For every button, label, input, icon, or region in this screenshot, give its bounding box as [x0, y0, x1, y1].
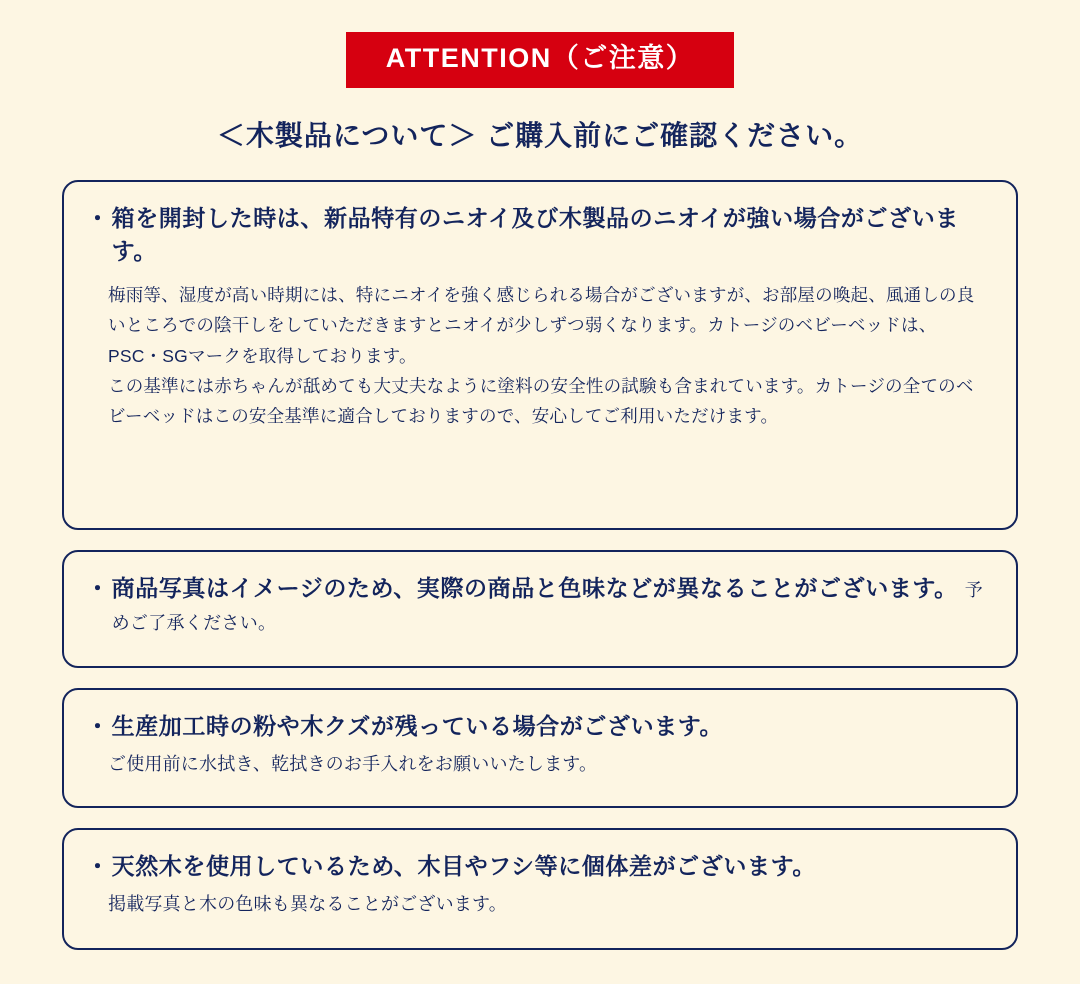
- bullet-icon: ・: [86, 574, 110, 601]
- notice-paragraph: 掲載写真と木の色味も異なることがございます。: [108, 894, 507, 915]
- notice-title: [112, 572, 988, 639]
- notice-title: 生産加工時の粉や木クズが残っている場合がございます。: [111, 712, 724, 739]
- bullet-icon: ・: [86, 852, 110, 879]
- notice-body: [86, 280, 988, 430]
- notice-item: [62, 828, 1018, 950]
- notice-body: [86, 889, 988, 920]
- attention-banner: ATTENTION（ご注意）: [346, 32, 734, 88]
- notice-title-main: 商品写真はイメージのため、実際の商品と色味などが異なることがございます。: [111, 574, 958, 601]
- notice-title: 箱を開封した時は、新品特有のニオイ及び木製品のニオイが強い場合がございます。: [111, 204, 959, 265]
- notice-item: [62, 688, 1018, 808]
- notice-title: 天然木を使用しているため、木目やフシ等に個体差がございます。: [111, 852, 816, 879]
- page-subheading: ＜木製品について＞ ご購入前にご確認ください。: [216, 119, 864, 151]
- notice-title-suffix: 予めご了承ください。: [111, 579, 984, 634]
- notice-item: [62, 180, 1018, 530]
- notice-paragraph: この基準には赤ちゃんが舐めても大丈夫なように塗料の安全性の試験も含まれています。カトージの全てのベビーベッドはこの安全基準に適合しておりますので、安心してご利用いただけます。: [108, 375, 974, 426]
- notice-list: [62, 180, 1018, 950]
- notice-title-row: [86, 850, 988, 883]
- notice-paragraph: ご使用前に水拭き、乾拭きのお手入れをお願いいたします。: [108, 754, 598, 775]
- notice-title-row: [86, 202, 988, 269]
- notice-title-row: [86, 710, 988, 743]
- notice-item: [62, 550, 1018, 668]
- notice-paragraph: 梅雨等、湿度が高い時期には、特にニオイを強く感じられる場合がございますが、お部屋の喚起、風通しの良いところでの陰干しをしていただきますとニオイが少しずつ弱くなります。カトージのベビーベッドは、PSC・SGマークを取得しております。: [108, 285, 975, 366]
- banner-container: [0, 0, 1080, 88]
- notice-title-row: [86, 572, 988, 639]
- notice-body: [86, 749, 988, 780]
- bullet-icon: ・: [86, 204, 110, 231]
- bullet-icon: ・: [86, 712, 110, 739]
